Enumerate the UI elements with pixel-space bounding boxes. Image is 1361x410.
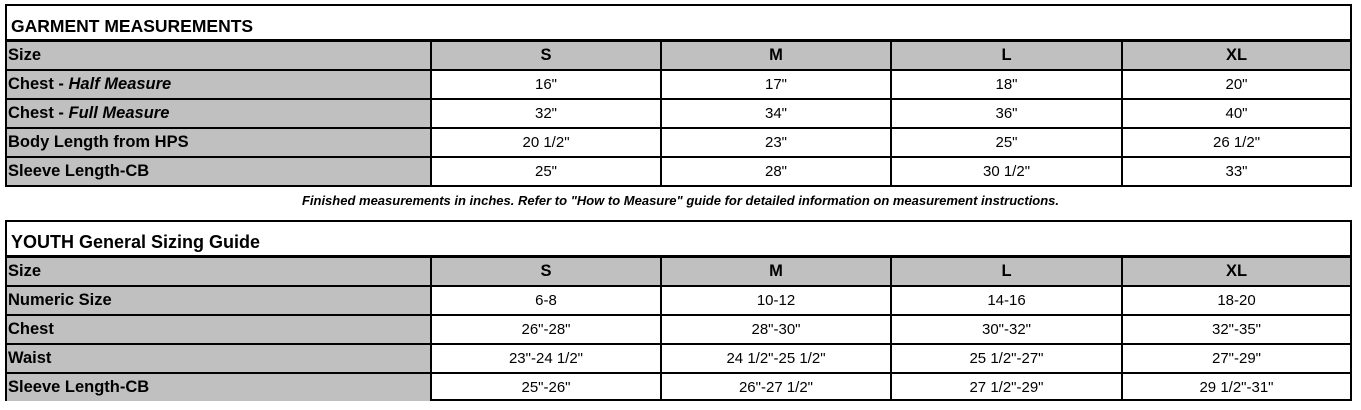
row-label: Numeric Size	[7, 286, 431, 315]
row-label: Size	[7, 258, 431, 286]
measurement-cell: 36"	[891, 99, 1122, 128]
measurement-cell: 29 1/2"-31"	[1199, 379, 1274, 396]
measurement-cell: 30 1/2"	[891, 157, 1122, 185]
row-label: Waist	[7, 344, 431, 373]
size-header-cell: XL	[1122, 258, 1350, 286]
measurement-cell: 34"	[661, 99, 891, 128]
size-header-row	[7, 258, 1350, 286]
measurement-cell: 32"-35"	[1122, 315, 1350, 344]
measurement-cell: 25"	[431, 157, 661, 185]
measurement-cell: 18-20	[1122, 286, 1350, 315]
garment-table-title: GARMENT MEASUREMENTS	[7, 6, 1350, 42]
measurement-cell: 28"-30"	[661, 315, 891, 344]
size-header-cell: M	[661, 258, 891, 286]
measurement-cell: 23"	[661, 128, 891, 157]
row-label-emphasis: Full Measure	[68, 104, 170, 122]
table-row	[7, 99, 1350, 128]
measurement-cell: 6-8	[431, 286, 661, 315]
size-header-row	[7, 42, 1350, 70]
size-header-cell: S	[431, 258, 661, 286]
size-header-cell: M	[661, 42, 891, 70]
measurement-cell: 14-16	[891, 286, 1122, 315]
row-label-main: Body Length from HPS	[8, 133, 189, 151]
measurement-cell: 26"-27 1/2"	[661, 373, 891, 401]
size-header-cell: L	[891, 42, 1122, 70]
measurement-cell: 20 1/2"	[431, 128, 661, 157]
measurement-cell: 40"	[1122, 99, 1350, 128]
row-label-main: Chest -	[8, 104, 69, 122]
row-label: Sleeve Length-CB	[7, 373, 431, 401]
measurement-cell: 24 1/2"-25 1/2"	[661, 344, 891, 373]
table-row	[7, 157, 1350, 185]
row-label	[7, 128, 431, 157]
row-label: Chest	[7, 315, 431, 344]
youth-table-title: YOUTH General Sizing Guide	[7, 222, 1350, 258]
measurement-cell: 20"	[1122, 70, 1350, 99]
row-label	[7, 157, 431, 185]
measurement-cell: 26 1/2"	[1122, 128, 1350, 157]
measurement-note: Finished measurements in inches. Refer to "How to Measure" guide for detailed information on measurement instructions.	[301, 193, 1060, 208]
row-label: Size	[7, 42, 431, 70]
row-label	[7, 70, 431, 99]
row-label	[7, 99, 431, 128]
table-row	[7, 344, 1350, 373]
measurement-cell: 10-12	[661, 286, 891, 315]
measurement-cell: 26"-28"	[431, 315, 661, 344]
measurement-cell: 27 1/2"-29"	[891, 373, 1122, 401]
size-header-cell: S	[431, 42, 661, 70]
measurement-cell: 17"	[661, 70, 891, 99]
measurement-cell: 25"	[891, 128, 1122, 157]
size-header-cell: L	[891, 258, 1122, 286]
measurement-cell: 25"-26"	[431, 373, 661, 401]
table-row	[7, 315, 1350, 344]
garment-measurements-table	[5, 4, 1352, 187]
table-row	[7, 128, 1350, 157]
measurement-cell: 16"	[431, 70, 661, 99]
table-row	[7, 373, 1350, 401]
youth-grid	[7, 258, 1350, 401]
row-label-emphasis: Half Measure	[68, 75, 172, 93]
measurement-cell: 32"	[431, 99, 661, 128]
measurement-cell: 33"	[1225, 163, 1248, 180]
measurement-cell: 18"	[891, 70, 1122, 99]
row-label-main: Chest -	[8, 75, 69, 93]
measurement-cell: 25 1/2"-27"	[891, 344, 1122, 373]
measurement-cell: 30"-32"	[891, 315, 1122, 344]
row-label-main: Sleeve Length-CB	[8, 162, 150, 180]
measurement-cell: 28"	[661, 157, 891, 185]
measurement-cell: 27"-29"	[1122, 344, 1350, 373]
measurement-cell: 23"-24 1/2"	[431, 344, 661, 373]
table-row	[7, 70, 1350, 99]
table-row	[7, 286, 1350, 315]
size-header-cell: XL	[1122, 42, 1350, 70]
garment-grid	[7, 42, 1350, 185]
youth-sizing-table	[5, 220, 1352, 401]
